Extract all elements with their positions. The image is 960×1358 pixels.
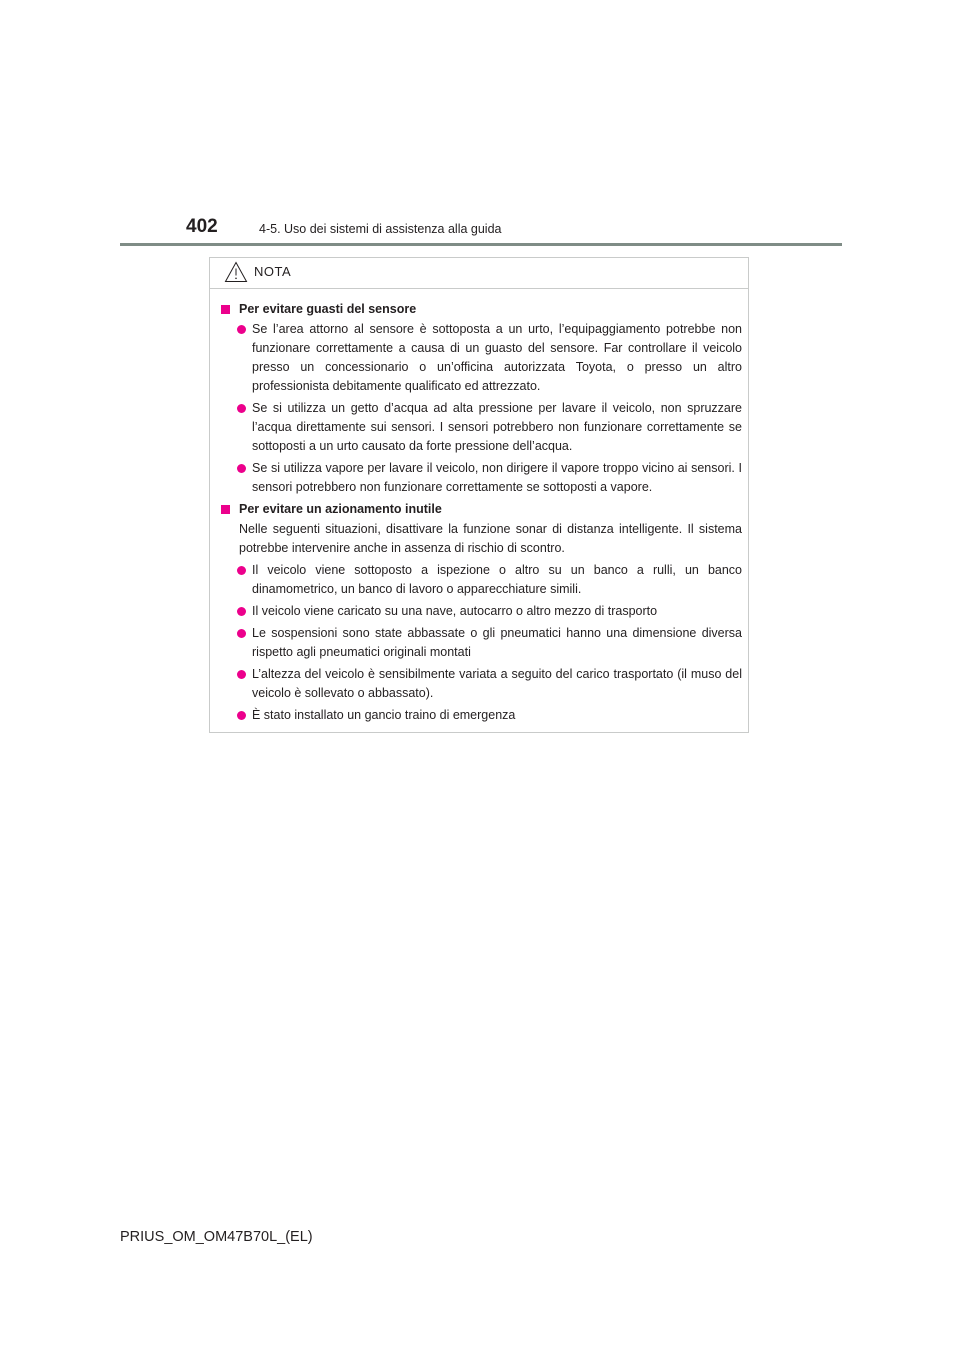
section-heading: Per evitare un azionamento inutile bbox=[220, 500, 742, 519]
note-box bbox=[209, 257, 749, 733]
list-item: Il veicolo viene caricato su una nave, autocarro o altro mezzo di trasporto bbox=[220, 602, 742, 621]
section-paragraph: Nelle seguenti situazioni, disattivare la funzione sonar di distanza intelligente. Il sistema potrebbe intervenire anche in assenza di rischio di scontro. bbox=[239, 522, 742, 555]
note-header bbox=[210, 258, 748, 289]
list-item: È stato installato un gancio traino di emergenza bbox=[220, 706, 742, 725]
warning-triangle-icon bbox=[224, 261, 248, 283]
header-rule bbox=[120, 243, 842, 246]
list-item: Le sospensioni sono state abbassate o gli pneumatici hanno una dimensione diversa rispetto agli pneumatici originali montati bbox=[220, 624, 742, 662]
list-item: Il veicolo viene sottoposto a ispezione o altro su un banco a rulli, un banco dinamometrico, un banco di lavoro o apparecchiature simili. bbox=[220, 561, 742, 599]
list-item: L’altezza del veicolo è sensibilmente variata a seguito del carico trasportato (il muso del veicolo è sollevato o abbassato). bbox=[220, 665, 742, 703]
list-item: Se si utilizza un getto d’acqua ad alta pressione per lavare il veicolo, non spruzzare l’acqua direttamente sui sensori. I sensori potrebbero non funzionare correttamente se sottoposti a un urto causato da forte pressione dell’acqua. bbox=[220, 399, 742, 456]
section-title: 4-5. Uso dei sistemi di assistenza alla guida bbox=[259, 222, 502, 236]
section-heading: Per evitare guasti del sensore bbox=[220, 300, 742, 319]
list-item: Se l’area attorno al sensore è sottoposta a un urto, l’equipaggiamento potrebbe non funzionare correttamente a causa di un guasto del sensore. Far controllare il veicolo presso un concessionario o un’officina autorizzata Toyota, o presso un altro professionista debitamente qualificato ed attrezzato. bbox=[220, 320, 742, 396]
page-number: 402 bbox=[186, 216, 218, 237]
note-body bbox=[210, 289, 748, 725]
list-item: Se si utilizza vapore per lavare il veicolo, non dirigere il vapore troppo vicino ai sensori. I sensori potrebbero non funzionare correttamente se sottoposti a vapore. bbox=[220, 459, 742, 497]
note-title: NOTA bbox=[254, 264, 292, 279]
document-code: PRIUS_OM_OM47B70L_(EL) bbox=[120, 1229, 313, 1245]
